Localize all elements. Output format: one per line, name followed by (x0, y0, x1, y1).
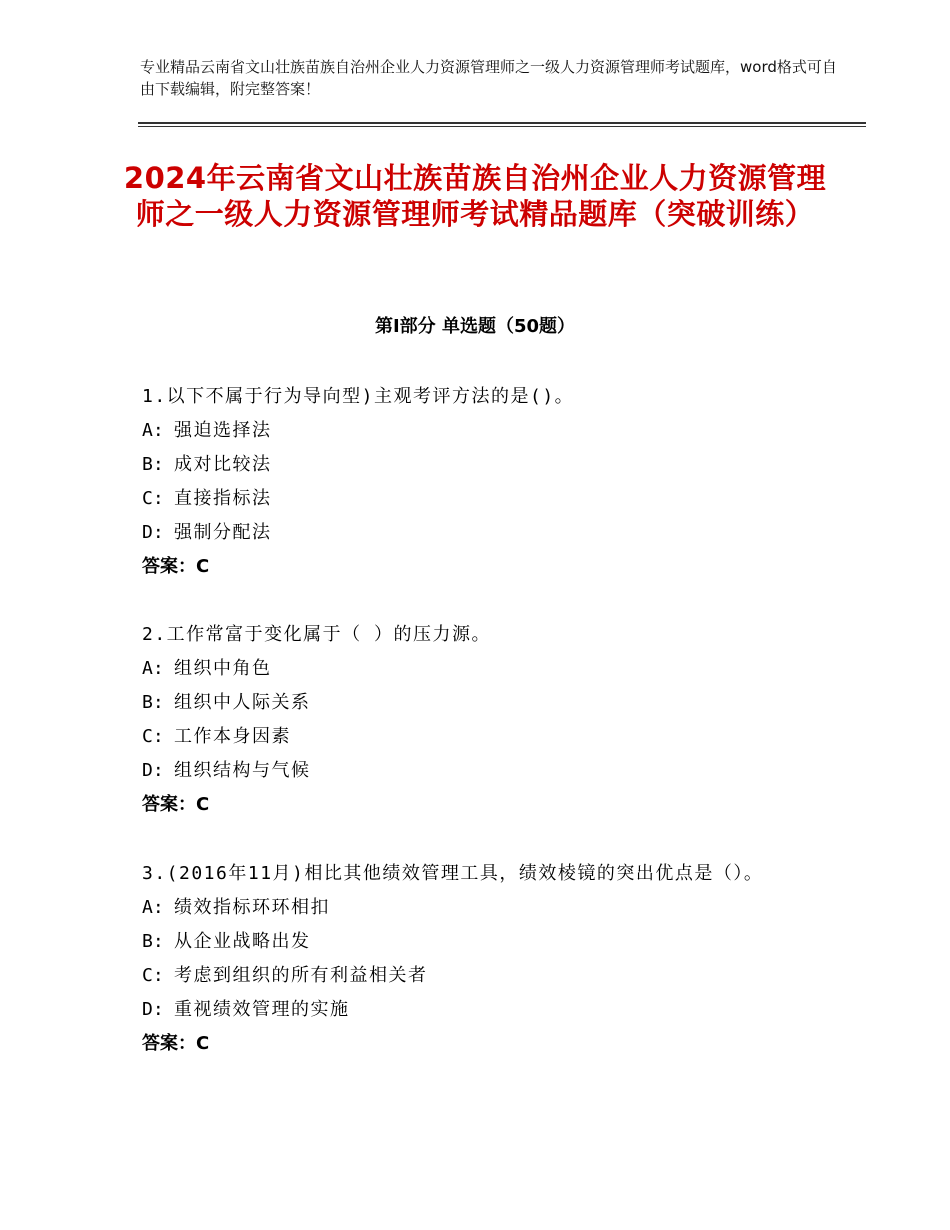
option-text: 组织中人际关系 (174, 692, 311, 713)
option-b (142, 686, 802, 720)
question-1 (142, 380, 802, 584)
option-d (142, 993, 802, 1027)
answer: 答案：C (142, 1033, 210, 1054)
option-text: 组织中角色 (174, 658, 272, 679)
question-text: 3.(2016年11月)相比其他绩效管理工具，绩效棱镜的突出优点是（）。 (142, 863, 764, 884)
option-letter: A: (142, 658, 164, 679)
question-text: 1.以下不属于行为导向型)主观考评方法的是()。 (142, 386, 575, 407)
option-letter: A: (142, 897, 164, 918)
answer: 答案：C (142, 794, 210, 815)
option-c (142, 482, 802, 516)
option-text: 重视绩效管理的实施 (174, 999, 350, 1020)
option-text: 考虑到组织的所有利益相关者 (174, 965, 428, 986)
option-d (142, 516, 802, 550)
option-b (142, 925, 802, 959)
question-2 (142, 618, 802, 822)
option-letter: A: (142, 420, 164, 441)
option-text: 强制分配法 (174, 522, 272, 543)
document-title: 2024年云南省文山壮族苗族自治州企业人力资源管理师之一级人力资源管理师考试精品题库（突破训练） (123, 161, 827, 231)
option-a (142, 652, 802, 686)
option-letter: C: (142, 965, 164, 986)
option-text: 组织结构与气候 (174, 760, 311, 781)
option-d (142, 754, 802, 788)
option-c (142, 720, 802, 754)
option-letter: C: (142, 726, 164, 747)
option-text: 直接指标法 (174, 488, 272, 509)
header-divider-thick (138, 122, 866, 124)
option-a (142, 891, 802, 925)
option-letter: B: (142, 454, 164, 475)
option-a (142, 414, 802, 448)
section-title: 第Ⅰ部分 单选题（50题） (374, 316, 575, 337)
option-text: 工作本身因素 (174, 726, 291, 747)
answer: 答案：C (142, 556, 210, 577)
option-letter: D: (142, 760, 164, 781)
question-text: 2.工作常富于变化属于（ ）的压力源。 (142, 624, 492, 645)
option-text: 从企业战略出发 (174, 931, 311, 952)
option-letter: B: (142, 931, 164, 952)
option-letter: D: (142, 522, 164, 543)
header-note: 专业精品云南省文山壮族苗族自治州企业人力资源管理师之一级人力资源管理师考试题库，word格式可自由下载编辑，附完整答案！ (140, 58, 837, 98)
option-letter: D: (142, 999, 164, 1020)
option-c (142, 959, 802, 993)
header-divider-thin (138, 126, 866, 127)
question-3 (142, 857, 802, 1061)
option-b (142, 448, 802, 482)
option-text: 成对比较法 (174, 454, 272, 475)
option-text: 强迫选择法 (174, 420, 272, 441)
option-letter: C: (142, 488, 164, 509)
option-letter: B: (142, 692, 164, 713)
option-text: 绩效指标环环相扣 (174, 897, 330, 918)
